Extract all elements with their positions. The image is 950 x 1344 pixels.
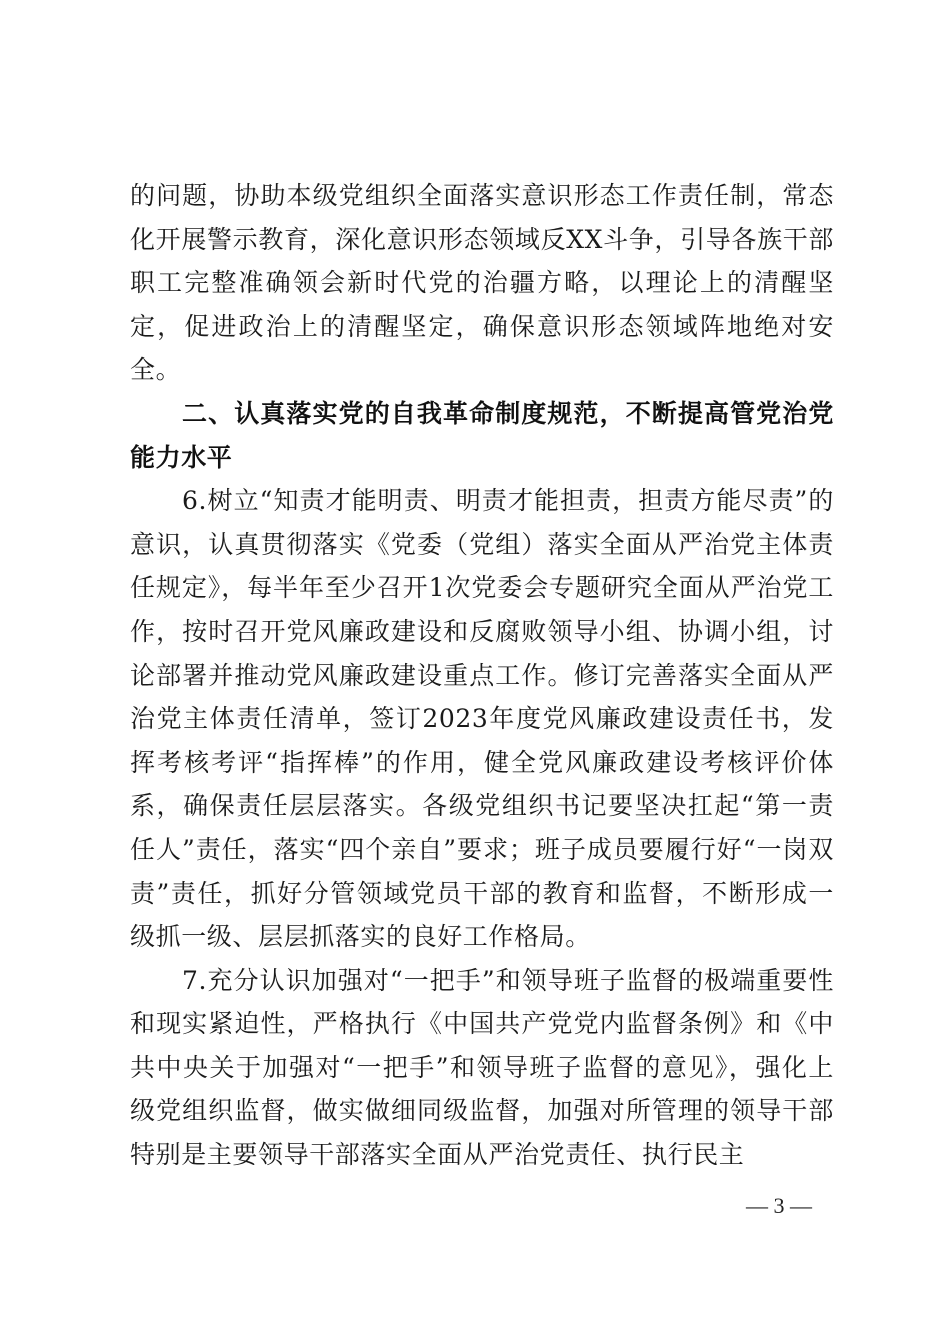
- section-heading: 二、认真落实党的自我革命制度规范，不断提高管党治党能力水平: [130, 398, 834, 472]
- paragraph-item-6: 6.树立“知责才能明责、明责才能担责，担责方能尽责”的意识，认真贯彻落实《党委（党组）落实全面从严治党主体责任规定》，每半年至少召开1次党委会专题研究全面从严治党工作，按时召开党风廉政建设和反腐败领导小组、协调小组，讨论部署并推动党风廉政建设重点工作。修订完善落实全面从严治党主体责任清单，签订2023年度党风廉政建设责任书，发挥考核考评“指挥棒”的作用，健全党风廉政建设考核评价体系，确保责任层层落实。各级党组织书记要坚决扛起“第一责任人”责任，落实“四个亲自”要求；班子成员要履行好“一岗双责”责任，抓好分管领域党员干部的教育和监督，不断形成一级抓一级、层层抓落实的良好工作格局。: [130, 486, 834, 952]
- paragraph-continuation: 的问题，协助本级党组织全面落实意识形态工作责任制，常态化开展警示教育，深化意识形态领域反XX斗争，引导各族干部职工完整准确领会新时代党的治疆方略，以理论上的清醒坚定，促进政治上的清醒坚定，确保意识形态领域阵地绝对安全。: [130, 181, 834, 385]
- paragraph-item-7: 7.充分认识加强对“一把手”和领导班子监督的极端重要性和现实紧迫性，严格执行《中国共产党党内监督条例》和《中共中央关于加强对“一把手”和领导班子监督的意见》，强化上级党组织监督，做实做细同级监督，加强对所管理的领导干部特别是主要领导干部落实全面从严治党责任、执行民主: [130, 965, 834, 1170]
- document-body: [130, 174, 834, 1177]
- page-number: — 3 —: [746, 1193, 812, 1218]
